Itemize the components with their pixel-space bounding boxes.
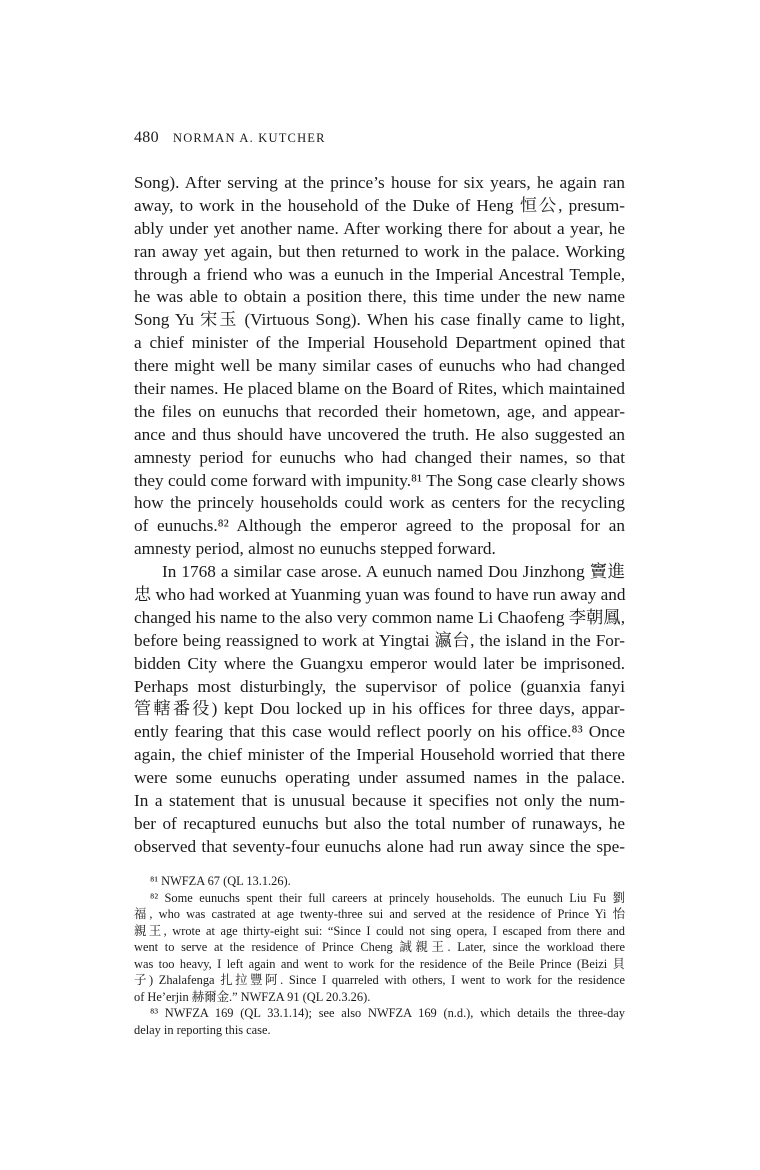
body-line: amnesty period, almost no eunuchs stepped forward. (134, 539, 496, 559)
body-line: changed his name to the also very common name Li Chaofeng 李朝鳳, (134, 607, 625, 627)
body-line: amnesty period for eunuchs who had changed their names, so that (134, 447, 625, 467)
footnote-line: 福, who was castrated at age twenty-three sui and served at the residence of Prince Yi 怡 (134, 907, 625, 921)
body-line: through a friend who was a eunuch in the Imperial Ancestral Temple, (134, 264, 625, 284)
body-line: bidden City where the Guangxu emperor would later be imprisoned. (134, 653, 625, 673)
body-line: before being reassigned to work at Yingtai 瀛台, the island in the For- (134, 630, 625, 650)
body-line: away, to work in the household of the Duke of Heng 恒公, presum- (134, 195, 625, 215)
footnote-line: was too heavy, I left again and went to work for the residence of the Beile Prince (Beizi 貝 (134, 956, 625, 971)
body-line: how the princely households could work as centers for the recycling (134, 493, 625, 513)
body-line: Perhaps most disturbingly, the supervisor of police (guanxia fanyi (134, 676, 625, 696)
body-line: their names. He placed blame on the Board of Rites, which maintained (134, 379, 625, 399)
page-number: 480 (134, 129, 159, 146)
body-line: Song Yu 宋玉 (Virtuous Song). When his case finally came to light, (134, 310, 625, 330)
body-line: In 1768 a similar case arose. A eunuch named Dou Jinzhong 竇進 (162, 562, 625, 582)
footnote-line: went to serve at the residence of Prince Cheng 誠親王. Later, since the workload there (134, 940, 625, 954)
footnote-line: ⁸¹ NWFZA 67 (QL 13.1.26). (150, 874, 291, 888)
body-line: Song). After serving at the prince’s house for six years, he again ran (134, 173, 625, 192)
running-head (134, 129, 326, 147)
body-line: In a statement that is unusual because it specifies not only the num- (134, 791, 625, 811)
body-line: there might well be many similar cases of eunuchs who had changed (134, 356, 625, 376)
body-line: they could come forward with impunity.⁸¹ The Song case clearly shows (134, 470, 625, 490)
running-head-author: NORMAN A. KUTCHER (172, 131, 326, 145)
body-line: ber of recaptured eunuchs but also the total number of runaways, he (134, 813, 625, 833)
footnote-line: ⁸³ NWFZA 169 (QL 33.1.14); see also NWFZA 169 (n.d.), which details the three-day (150, 1006, 625, 1020)
body-line: ently fearing that this case would reflect poorly on his office.⁸³ Once (134, 722, 625, 742)
footnote-line: ⁸² Some eunuchs spent their full careers at princely households. The eunuch Liu Fu 劉 (150, 890, 625, 905)
body-line: he was able to obtain a position there, this time under the new name (134, 287, 625, 307)
body-line: a chief minister of the Imperial Household Department opined that (134, 333, 625, 353)
body-line: 忠 who had worked at Yuanming yuan was found to have run away and (134, 585, 626, 605)
footnote-line: 子) Zhalafenga 扎拉豐阿. Since I quarreled with others, I went to work for the residence (134, 973, 625, 987)
body-line: again, the chief minister of the Imperial Household worried that there (134, 745, 625, 765)
footnotes (134, 873, 625, 1038)
body-line: 管轄番役) kept Dou locked up in his offices for three days, appar- (134, 699, 625, 719)
body-line: observed that seventy-four eunuchs alone had run away since the spe- (134, 836, 625, 856)
body-line: the files on eunuchs that recorded their hometown, age, and appear- (134, 401, 625, 421)
body-line: of eunuchs.⁸² Although the emperor agreed to the proposal for an (134, 516, 625, 536)
body-text (134, 172, 625, 859)
body-line: ance and thus should have uncovered the truth. He also suggested an (134, 424, 625, 444)
body-line: ran away yet again, but then returned to work in the palace. Working (134, 241, 625, 261)
body-line: ably under yet another name. After working there for about a year, he (134, 218, 625, 238)
footnote-line: delay in reporting this case. (134, 1022, 271, 1037)
body-line: were some eunuchs operating under assumed names in the palace. (134, 768, 625, 788)
footnote-line: 親王, wrote at age thirty-eight sui: “Since I could not sing opera, I escaped from there and (134, 923, 625, 938)
footnote-line: of He’erjin 赫爾金.” NWFZA 91 (QL 20.3.26). (134, 989, 371, 1004)
